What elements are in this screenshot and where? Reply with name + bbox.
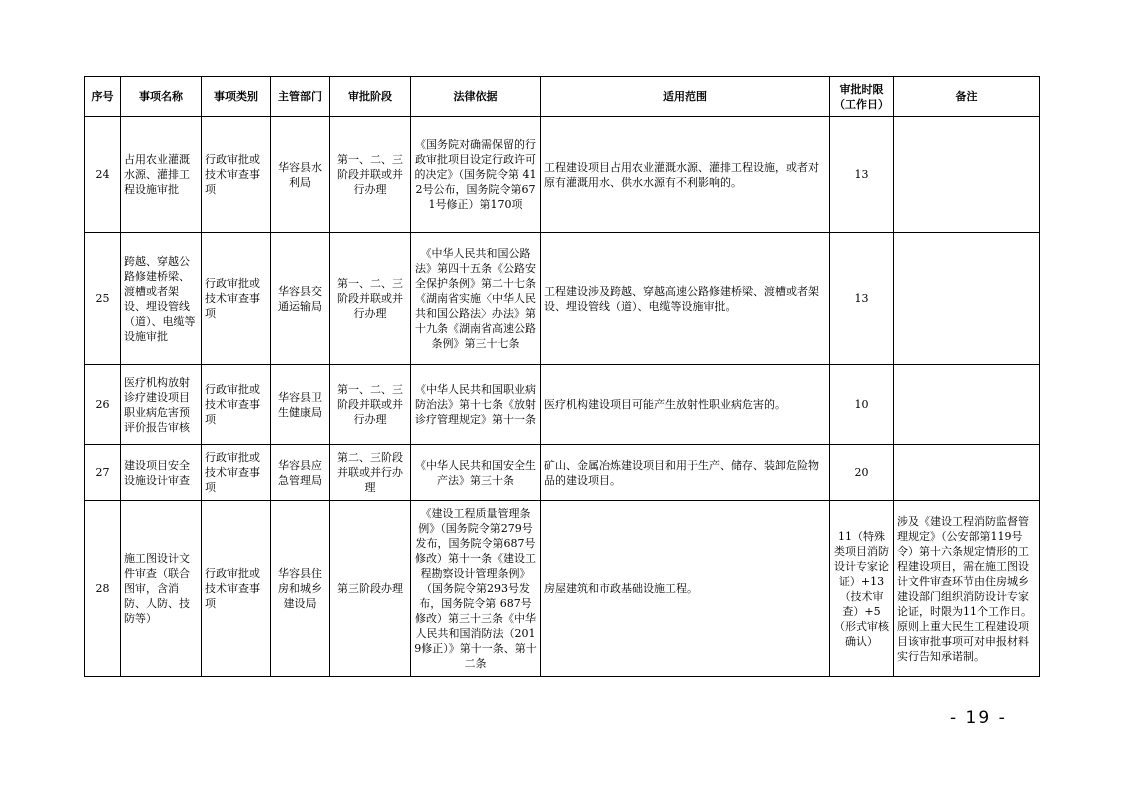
cell-legal-basis: 《建设工程质量管理条例》（国务院令第279号发布，国务院令第687号修改）第十一条《建设工程勘察设计管理条例》（国务院令第293号发布，国务院令第 687号修改）第三十三条《中华人民共和国消防法（2019修正）》第十一条、第十二条 [411, 501, 541, 677]
cell-name: 施工图设计文件审查（联合图审，含消防、人防、技防等） [121, 501, 202, 677]
cell-remarks: 涉及《建设工程消防监督管理规定》（公安部第119号令）第十六条规定情形的工程建设项目，需在施工图设计文件审查环节由住房城乡建设部门组织消防设计专家论证，时限为11个工作日。原则上重大民生工程建设项目该审批事项可对申报材料实行告知承诺制。 [894, 501, 1040, 677]
cell-stage: 第二、三阶段并联或并行办理 [330, 445, 411, 501]
cell-scope: 房屋建筑和市政基础设施工程。 [541, 501, 830, 677]
cell-scope: 工程建设项目占用农业灌溉水源、灌排工程设施，或者对原有灌溉用水、供水水源有不利影响的。 [541, 117, 830, 233]
cell-category: 行政审批或技术审查事项 [202, 501, 271, 677]
cell-scope: 矿山、金属冶炼建设项目和用于生产、储存、装卸危险物品的建设项目。 [541, 445, 830, 501]
table-row [85, 233, 1040, 365]
cell-category: 行政审批或技术审查事项 [202, 233, 271, 365]
table-row [85, 501, 1040, 677]
table-row [85, 445, 1040, 501]
cell-legal-basis: 《国务院对确需保留的行政审批项目设定行政许可的决定》（国务院令第 412号公布，国务院令第671号修正）第170项 [411, 117, 541, 233]
cell-category: 行政审批或技术审查事项 [202, 365, 271, 445]
cell-name: 占用农业灌溉水源、灌排工程设施审批 [121, 117, 202, 233]
header-legal-basis: 法律依据 [411, 77, 541, 117]
header-department: 主管部门 [271, 77, 330, 117]
header-name: 事项名称 [121, 77, 202, 117]
cell-time-limit: 10 [830, 365, 894, 445]
cell-category: 行政审批或技术审查事项 [202, 117, 271, 233]
cell-scope: 工程建设涉及跨越、穿越高速公路修建桥梁、渡槽或者架设、埋设管线（道）、电缆等设施审批。 [541, 233, 830, 365]
cell-remarks [894, 365, 1040, 445]
cell-time-limit: 20 [830, 445, 894, 501]
cell-department: 华容县卫生健康局 [271, 365, 330, 445]
cell-stage: 第三阶段办理 [330, 501, 411, 677]
table-row [85, 365, 1040, 445]
cell-seq: 28 [85, 501, 121, 677]
cell-remarks [894, 233, 1040, 365]
cell-remarks [894, 445, 1040, 501]
header-time-limit: 审批时限 （工作日） [830, 77, 894, 117]
header-scope: 适用范围 [541, 77, 830, 117]
page-number: - 19 - [950, 708, 1007, 728]
cell-legal-basis: 《中华人民共和国安全生产法》第三十条 [411, 445, 541, 501]
cell-stage: 第一、二、三阶段并联或并行办理 [330, 233, 411, 365]
cell-name: 建设项目安全设施设计审查 [121, 445, 202, 501]
table-row [85, 117, 1040, 233]
cell-time-limit: 13 [830, 117, 894, 233]
cell-scope: 医疗机构建设项目可能产生放射性职业病危害的。 [541, 365, 830, 445]
cell-department: 华容县应急管理局 [271, 445, 330, 501]
cell-time-limit: 11（特殊类项目消防设计专家论证）+13（技术审查）+5（形式审核确认） [830, 501, 894, 677]
cell-department: 华容县住房和城乡建设局 [271, 501, 330, 677]
cell-name: 跨越、穿越公路修建桥梁、渡槽或者架设、埋设管线（道）、电缆等设施审批 [121, 233, 202, 365]
cell-stage: 第一、二、三阶段并联或并行办理 [330, 365, 411, 445]
cell-remarks [894, 117, 1040, 233]
cell-legal-basis: 《中华人民共和国职业病防治法》第十七条《放射诊疗管理规定》第十一条 [411, 365, 541, 445]
header-seq: 序号 [85, 77, 121, 117]
cell-seq: 24 [85, 117, 121, 233]
table-header-row [85, 77, 1040, 117]
cell-time-limit: 13 [830, 233, 894, 365]
cell-department: 华容县交通运输局 [271, 233, 330, 365]
approval-items-table [84, 76, 1040, 677]
cell-seq: 26 [85, 365, 121, 445]
cell-department: 华容县水利局 [271, 117, 330, 233]
cell-seq: 25 [85, 233, 121, 365]
cell-legal-basis: 《中华人民共和国公路法》第四十五条《公路安全保护条例》第二十七条《湖南省实施〈中华人民共和国公路法〉办法》第十九条《湖南省高速公路条例》第三十七条 [411, 233, 541, 365]
cell-stage: 第一、二、三阶段并联或并行办理 [330, 117, 411, 233]
cell-seq: 27 [85, 445, 121, 501]
cell-category: 行政审批或技术审查事项 [202, 445, 271, 501]
header-category: 事项类别 [202, 77, 271, 117]
header-remarks: 备注 [894, 77, 1040, 117]
cell-name: 医疗机构放射诊疗建设项目职业病危害预评价报告审核 [121, 365, 202, 445]
header-stage: 审批阶段 [330, 77, 411, 117]
